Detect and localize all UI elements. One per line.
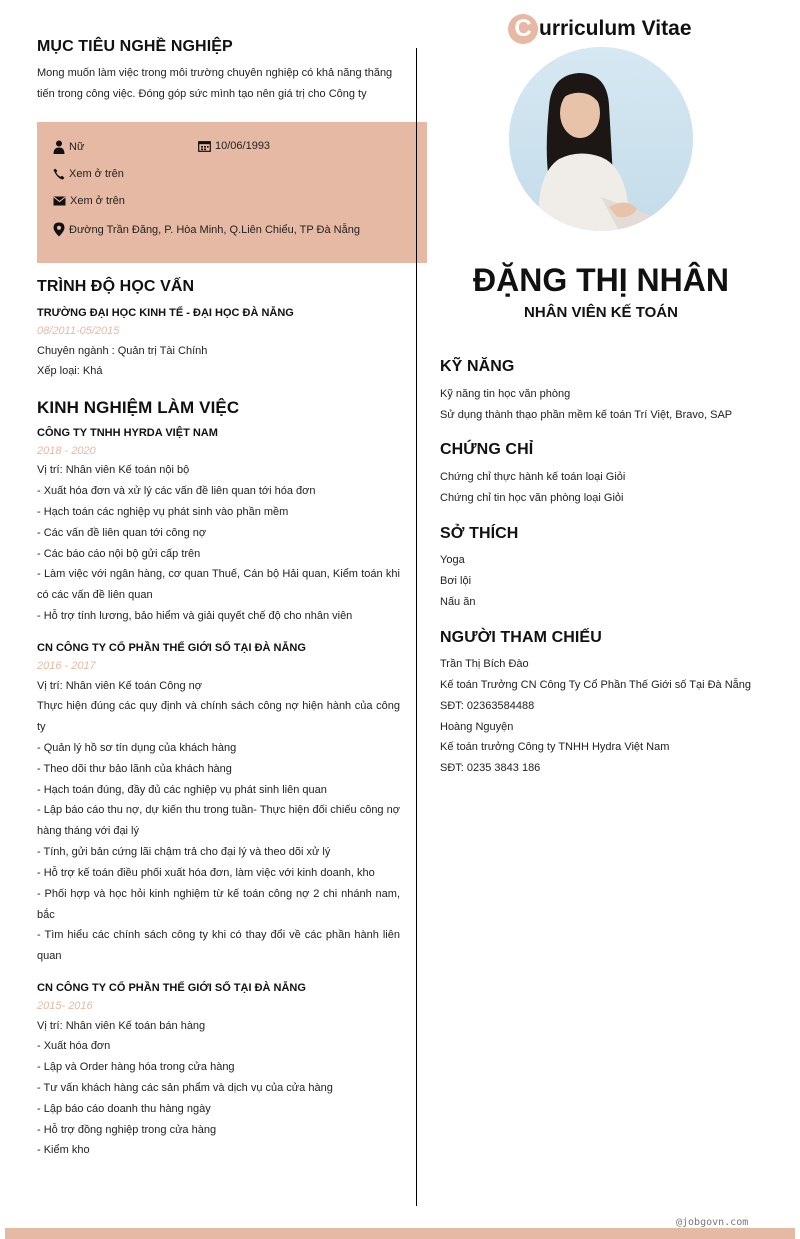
job-line: - Lập báo cáo doanh thu hàng ngày [37, 1103, 211, 1115]
person-icon [53, 140, 65, 154]
reference-line: SĐT: 0235 3843 186 [440, 762, 541, 774]
job-company: CN CÔNG TY CỔ PHẦN THẾ GIỚI SỐ TẠI ĐÀ NẴNG [37, 982, 306, 994]
skill-item: Kỹ năng tin học văn phòng [440, 388, 571, 400]
personal-info-box [37, 122, 427, 263]
envelope-icon [53, 196, 66, 206]
job-company: CÔNG TY TNHH HYRDA VIỆT NAM [37, 427, 218, 439]
job-line: - Xuất hóa đơn và xử lý các vấn đề liên quan tới hóa đơn [37, 485, 316, 497]
education-major: Chuyên ngành : Quản trị Tài Chính [37, 345, 208, 357]
hobby-item: Nấu ăn [440, 596, 476, 608]
reference-line: SĐT: 02363584488 [440, 700, 535, 712]
candidate-name: ĐẶNG THỊ NHÂN [473, 262, 729, 298]
cv-logo [508, 14, 692, 44]
objective-text: Mong muốn làm việc trong môi trường chuyên nghiệp có khả năng thăng tiến trong công việc. Đóng góp sức mình tạo nên giá trị cho Công ty [37, 67, 393, 100]
hobby-item: Yoga [440, 554, 465, 566]
job-line: - Hỗ trợ tính lương, bảo hiểm và giải quyết chế độ cho nhân viên [37, 610, 353, 622]
education-period: 08/2011-05/2015 [37, 325, 120, 337]
email-value: Xem ở trên [70, 195, 125, 207]
job-company: CN CÔNG TY CỔ PHẦN THẾ GIỚI SỐ TẠI ĐÀ NẴNG [37, 642, 306, 654]
job-period: 2018 - 2020 [37, 445, 96, 457]
job-line: - Tính, gửi bản cứng lãi chậm trả cho đại lý và theo dõi xử lý [37, 846, 331, 858]
job-line: - Phối hợp và học hỏi kinh nghiệm từ kế toán công nợ 2 chi nhánh nam, bắc [37, 888, 400, 921]
address-value: Đường Trần Đăng, P. Hòa Minh, Q.Liên Chiểu, TP Đà Nẵng [69, 223, 360, 236]
job-period: 2015- 2016 [37, 1000, 93, 1012]
job-line: Vị trí: Nhân viên Kế toán Công nợ [37, 680, 202, 692]
job-line: - Hỗ trợ đồng nghiệp trong cửa hàng [37, 1124, 217, 1136]
education-grade: Xếp loại: Khá [37, 365, 103, 377]
email-row [53, 195, 125, 207]
job-line: - Tư vấn khách hàng các sản phẩm và dịch vụ của cửa hàng [37, 1082, 333, 1094]
job-line: - Các báo cáo nội bộ gửi cấp trên [37, 548, 201, 560]
job-line: - Lập báo cáo thu nợ, dự kiến thu trong tuần- Thực hiện đối chiếu công nợ hàng tháng với đại lý [37, 804, 400, 837]
logo-text: urriculum Vitae [539, 17, 692, 40]
location-pin-icon [53, 222, 65, 237]
gender-row [53, 140, 84, 154]
birthdate-row [198, 140, 270, 152]
job-line: - Hỗ trợ kế toán điều phối xuất hóa đơn, làm việc với kinh doanh, kho [37, 867, 375, 879]
job-line: - Hạch toán các nghiệp vụ phát sinh vào phần mềm [37, 506, 289, 518]
job-line: Vị trí: Nhân viên Kế toán bán hàng [37, 1020, 206, 1032]
profile-photo [509, 47, 693, 231]
candidate-job-title: NHÂN VIÊN KẾ TOÁN [524, 304, 678, 321]
address-row [53, 222, 360, 237]
reference-line: Hoàng Nguyện [440, 721, 514, 733]
certificate-item: Chứng chỉ tin học văn phòng loại Giỏi [440, 492, 624, 504]
job-line: - Hạch toán đúng, đầy đủ các nghiệp vụ phát sinh liên quan [37, 784, 327, 796]
job-line: - Lập và Order hàng hóa trong cửa hàng [37, 1061, 235, 1073]
birthdate-value: 10/06/1993 [215, 140, 271, 152]
job-line: Vị trí: Nhân viên Kế toán nội bộ [37, 464, 190, 476]
phone-icon [53, 168, 65, 180]
job-line: - Theo dõi thư bảo lãnh của khách hàng [37, 763, 232, 775]
job-line: - Quản lý hồ sơ tín dụng của khách hàng [37, 742, 237, 754]
job-period: 2016 - 2017 [37, 660, 96, 672]
job-line: - Xuất hóa đơn [37, 1040, 111, 1052]
watermark-text: @jobgovn.com [676, 1217, 749, 1228]
certificate-item: Chứng chỉ thực hành kế toán loại Giỏi [440, 471, 626, 483]
hobbies-title: SỞ THÍCH [440, 525, 519, 542]
job-line: - Tìm hiểu các chính sách công ty khi có thay đổi về các phần hành liên quan [37, 929, 400, 962]
phone-value: Xem ở trên [69, 168, 124, 180]
job-line: - Kiểm kho [37, 1144, 90, 1156]
skill-item: Sử dụng thành thạo phần mềm kế toán Trí Việt, Bravo, SAP [440, 409, 733, 421]
references-title: NGƯỜI THAM CHIẾU [440, 629, 602, 646]
job-line: - Làm việc với ngân hàng, cơ quan Thuế, Cán bộ Hải quan, Kiểm toán khi có các vấn đề liên quan [37, 568, 400, 601]
reference-line: Trần Thị Bích Đào [440, 658, 529, 670]
footer-bar [5, 1228, 795, 1239]
certificates-title: CHỨNG CHỈ [440, 441, 534, 458]
education-school: TRƯỜNG ĐẠI HỌC KINH TẾ - ĐẠI HỌC ĐÀ NẴNG [37, 307, 294, 319]
phone-row [53, 168, 124, 180]
hobby-item: Bơi lội [440, 575, 472, 587]
reference-line: Kế toán Trưởng CN Công Ty Cổ Phần Thế Giới số Tại Đà Nẵng [440, 679, 752, 691]
education-title: TRÌNH ĐỘ HỌC VẤN [37, 278, 195, 295]
reference-line: Kế toán trưởng Công ty TNHH Hydra Việt Nam [440, 741, 670, 753]
column-divider [416, 48, 417, 1206]
experience-title: KINH NGHIỆM LÀM VIỆC [37, 398, 240, 417]
job-line: Thực hiện đúng các quy định và chính sách công nợ hiện hành của công ty [37, 700, 400, 733]
job-line: - Các vấn đề liên quan tới công nợ [37, 527, 207, 539]
objective-title: MỤC TIÊU NGHỀ NGHIỆP [37, 38, 233, 55]
logo-circle-letter: C [508, 14, 538, 44]
gender-value: Nữ [69, 141, 85, 153]
skills-title: KỸ NĂNG [440, 358, 515, 375]
calendar-icon [198, 140, 211, 152]
